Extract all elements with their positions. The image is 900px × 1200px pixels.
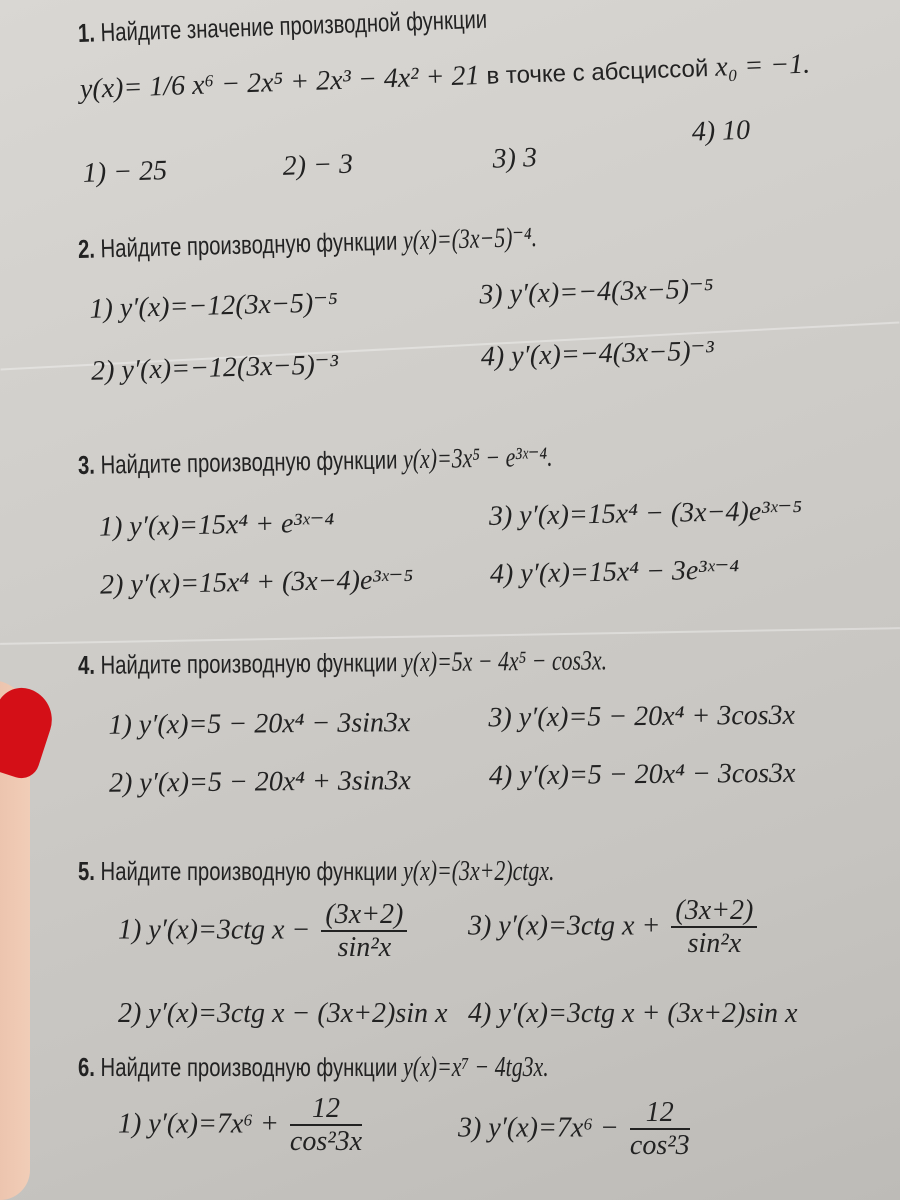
question-1-function: y(x)= 1/6 x⁶ − 2x⁵ + 2x³ − 4x² + 21 в точке с абсциссой x₀ = −1. — [79, 48, 811, 105]
question-5-option-1-fraction: $\frac{(3x+2)}{\text{sin²x}}$ — [321, 900, 407, 964]
question-5-function: y(x)=(3x+2)ctgx. — [403, 856, 555, 887]
question-2-option-1[interactable]: 1) y′(x)=−12(3x−5)⁻⁵ — [89, 287, 339, 325]
question-6 — [78, 1052, 868, 1161]
question-3-title: 3. Найдите производную функции y(x)=3x⁵ − e³ˣ⁻⁴. — [77, 441, 553, 480]
question-2-title: 2. Найдите производную функции y(x)=(3x−5)⁻⁴. — [77, 221, 538, 264]
question-1-title: 1. Найдите значение производной функции — [77, 3, 488, 48]
question-3-option-4[interactable]: 4) y′(x)=15x⁴ − 3e³ˣ⁻⁴ — [489, 554, 740, 590]
question-6-title: 6. Найдите производную функции y(x)=x⁷ − 4tg3x. — [78, 1052, 549, 1083]
question-3-option-3[interactable]: 3) y′(x)=15x⁴ − (3x−4)e³ˣ⁻⁵ — [488, 495, 803, 532]
question-4-option-2[interactable]: 2) y′(x)=5 − 20x⁴ + 3sin3x — [108, 765, 412, 799]
question-2-option-4[interactable]: 4) y′(x)=−4(3x−5)⁻³ — [480, 335, 715, 373]
question-2-option-3[interactable]: 3) y′(x)=−4(3x−5)⁻⁵ — [478, 273, 714, 311]
question-5-option-4[interactable]: 4) y′(x)=3ctg x + (3x+2)sin x — [468, 998, 798, 1029]
question-5-option-1[interactable]: 1) y′(x)=3ctg x − $\frac{(3x+2)}{\text{sin²x}}$ — [118, 900, 411, 964]
question-5-option-3-fraction: $\frac{(3x+2)}{\text{sin²x}}$ — [671, 896, 757, 960]
question-3-option-2[interactable]: 2) y′(x)=15x⁴ + (3x−4)e³ˣ⁻⁵ — [99, 564, 414, 601]
question-4-option-4[interactable]: 4) y′(x)=5 − 20x⁴ − 3cos3x — [488, 757, 796, 792]
question-2-function: y(x)=(3x−5)⁻⁴. — [402, 221, 538, 257]
question-3-function: y(x)=3x⁵ − e³ˣ⁻⁴. — [402, 441, 553, 476]
red-fingernail — [0, 681, 60, 783]
question-5 — [78, 856, 868, 1029]
question-6-option-3[interactable]: 3) y′(x)=7x⁶ − $\frac{12}{\text{cos²3}}$ — [458, 1097, 690, 1161]
question-1 — [77, 0, 868, 189]
question-1-option-1[interactable]: 1) − 25 — [82, 154, 168, 189]
question-3-option-1[interactable]: 1) y′(x)=15x⁴ + e³ˣ⁻⁴ — [98, 507, 335, 543]
question-1-option-4[interactable]: 4) 10 — [691, 114, 751, 148]
question-5-option-2[interactable]: 2) y′(x)=3ctg x − (3x+2)sin x — [118, 998, 448, 1029]
question-4-option-1[interactable]: 1) y′(x)=5 − 20x⁴ − 3sin3x — [108, 707, 411, 741]
question-6-function: y(x)=x⁷ − 4tg3x. — [403, 1052, 549, 1083]
question-4-option-3[interactable]: 3) y′(x)=5 − 20x⁴ + 3cos3x — [488, 699, 796, 734]
question-1-option-2[interactable]: 2) − 3 — [282, 148, 354, 182]
question-6-option-1-fraction: $\frac{12}{\text{cos²3x}}$ — [289, 1093, 363, 1157]
question-6-option-3-fraction: $\frac{12}{\text{cos²3}}$ — [629, 1097, 690, 1161]
question-4-title: 4. Найдите производную функции y(x)=5x − 4x⁵ − cos3x. — [77, 645, 608, 680]
question-4 — [77, 643, 868, 799]
question-5-option-3[interactable]: 3) y′(x)=3ctg x + $\frac{(3x+2)}{\text{sin²x}}$ — [468, 896, 761, 960]
worksheet — [78, 0, 878, 1200]
question-2-option-2[interactable]: 2) y′(x)=−12(3x−5)⁻³ — [90, 349, 339, 387]
question-4-function: y(x)=5x − 4x⁵ − cos3x. — [402, 645, 608, 679]
question-2 — [77, 211, 869, 387]
question-5-title: 5. Найдите производную функции y(x)=(3x+2)ctgx. — [78, 856, 555, 887]
question-1-option-3[interactable]: 3) 3 — [492, 142, 538, 175]
question-3 — [77, 434, 868, 601]
question-6-option-1[interactable]: 1) y′(x)=7x⁶ + $\frac{12}{\text{cos²3x}}$ — [118, 1093, 363, 1157]
